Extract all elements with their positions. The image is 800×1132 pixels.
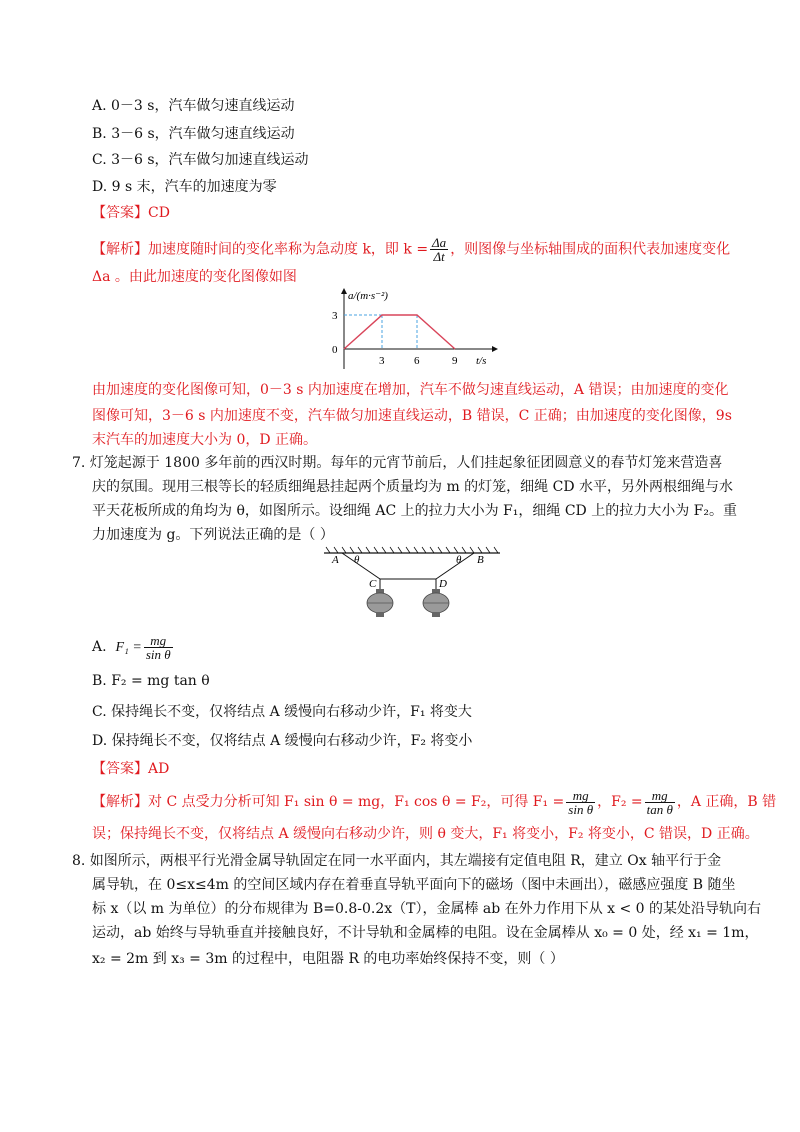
fraction-numerator: mg	[566, 789, 595, 803]
analysis-text: 加速度随时间的变化率称为急动度 k，即 k =	[148, 241, 429, 258]
analysis-text: 对 C 点受力分析可知 F₁ sin θ = mg，F₁ cos θ = F₂，可得 F₁ =	[148, 794, 565, 810]
q6-conclusion-line-1: 由加速度的变化图像可知，0－3 s 内加速度在增加，汽车不做匀速直线运动，A 错误；由加速度的变化	[92, 382, 729, 398]
jerk-fraction	[430, 236, 448, 263]
q7-analysis-line-2: 误；保持绳长不变，仅将结点 A 缓慢向右移动少许，则 θ 变大，F₁ 将变小，F₂ 将变小，C 错误，D 正确。	[92, 826, 759, 842]
analysis-text: ，则图像与坐标轴围成的面积代表加速度变化	[450, 241, 731, 258]
q8-stem-line-2: 属导轨，在 0≤x≤4m 的空间区域内存在着垂直导轨平面向下的磁场（图中未画出），磁感应强度 B 随坐	[92, 877, 736, 893]
answer-tag: 【答案】	[92, 761, 148, 777]
analysis-text: ，F₂ =	[597, 794, 643, 810]
acceleration-time-graph	[328, 285, 508, 375]
q7-stem-line-3: 平天花板所成的角均为 θ，如图所示。设细绳 AC 上的拉力大小为 F₁，细绳 CD 上的拉力大小为 F₂。重	[92, 503, 737, 519]
q8-stem-line-1: 8. 如图所示，两根平行光滑金属导轨固定在同一水平面内，其左端接有定值电阻 R，建立 Ox 轴平行于金	[72, 853, 722, 869]
graph-x-tick: 3	[379, 355, 385, 367]
analysis-fraction-1	[566, 789, 595, 816]
q6-analysis-line-2: Δa 。由此加速度的变化图像如图	[92, 269, 297, 285]
graph-origin: 0	[332, 344, 338, 356]
q6-option-a: A. 0－3 s，汽车做匀速直线运动	[92, 98, 295, 114]
q7-stem-line-4: 力加速度为 g。下列说法正确的是（ ）	[92, 527, 334, 543]
graph-y-label: a/(m·s⁻²)	[348, 290, 388, 302]
x-axis-arrow	[492, 346, 498, 352]
lantern-figure	[322, 545, 502, 625]
q6-conclusion-line-3: 末汽车的加速度大小为 0，D 正确。	[92, 432, 318, 448]
acceleration-curve	[344, 315, 455, 349]
fraction-denominator: tan θ	[646, 801, 673, 817]
q8-stem-line-5: x₂ = 2m 到 x₃ = 3m 的过程中，电阻器 R 的电功率始终保持不变，则（ ）	[92, 951, 564, 967]
fraction-denominator: sin θ	[568, 801, 594, 817]
rope-ac	[342, 553, 380, 579]
q6-option-b: B. 3－6 s，汽车做匀速直线运动	[92, 126, 295, 142]
q6-option-d: D. 9 s 末，汽车的加速度为零	[92, 179, 277, 195]
q7-option-d: D. 保持绳长不变，仅将结点 A 缓慢向右移动少许，F₂ 将变小	[92, 733, 473, 749]
rope-db	[436, 553, 474, 579]
theta-label-right: θ	[456, 554, 462, 566]
q7-analysis-line-1	[92, 787, 776, 817]
graph-x-tick: 6	[414, 355, 420, 367]
lantern-right	[423, 589, 449, 617]
q7-option-c: C. 保持绳长不变，仅将结点 A 缓慢向右移动少许，F₁ 将变大	[92, 704, 472, 720]
option-formula-fraction	[144, 634, 173, 661]
q7-answer	[92, 759, 169, 779]
fraction-numerator: Δa	[432, 235, 447, 250]
y-axis-arrow	[341, 288, 347, 294]
fraction-denominator: sin θ	[145, 646, 171, 662]
q8-stem-line-4: 运动，ab 始终与导轨垂直并接触良好，不计导轨和金属棒的电阻。设在金属棒从 x₀ = 0 处，经 x₁ = 1m，	[92, 925, 759, 941]
q7-option-b: B. F₂ = mg tan θ	[92, 673, 210, 689]
lantern-left	[367, 589, 393, 617]
q7-option-a	[92, 632, 175, 662]
graph-x-label: t/s	[476, 355, 487, 367]
q8-stem-line-3: 标 x（以 m 为单位）的分布规律为 B=0.8-0.2x（T），金属棒 ab 在外力作用下从 x < 0 的某处沿导轨向右	[92, 901, 762, 917]
analysis-tag: 【解析】	[92, 241, 148, 258]
option-formula-lhs: F₁ =	[115, 640, 142, 655]
option-label: A.	[92, 639, 107, 655]
point-a-label: A	[332, 554, 339, 566]
theta-label-left: θ	[354, 554, 360, 566]
q7-stem-line-1: 7. 灯笼起源于 1800 多年前的西汉时期。每年的元宵节前后，人们挂起象征团圆意义的春节灯笼来营造喜	[72, 455, 723, 471]
answer-value: AD	[148, 761, 170, 777]
answer-value: CD	[148, 205, 170, 221]
q6-answer	[92, 203, 170, 223]
graph-y-tick: 3	[332, 310, 338, 322]
fraction-numerator: mg	[144, 634, 173, 648]
q6-analysis-line-1	[92, 236, 730, 262]
answer-tag: 【答案】	[92, 205, 148, 221]
analysis-tag: 【解析】	[92, 794, 148, 810]
q6-conclusion-line-2: 图像可知，3－6 s 内加速度不变，汽车做匀加速直线运动，B 错误，C 正确；由加速度的变化图像，9s	[92, 408, 732, 424]
fraction-denominator: Δt	[433, 249, 445, 264]
fraction-numerator: mg	[645, 789, 675, 803]
point-b-label: B	[477, 554, 484, 566]
q7-stem-line-2: 庆的氛围。现用三根等长的轻质细绳悬挂起两个质量均为 m 的灯笼，细绳 CD 水平，另外两根细绳与水	[92, 479, 734, 495]
ceiling-hatch	[326, 547, 498, 553]
q6-option-c: C. 3－6 s，汽车做匀加速直线运动	[92, 152, 309, 168]
analysis-text: ，A 正确，B 错	[676, 794, 777, 810]
analysis-fraction-2	[645, 789, 675, 816]
point-d-label: D	[439, 578, 447, 590]
point-c-label: C	[369, 578, 377, 590]
graph-x-tick: 9	[452, 355, 458, 367]
